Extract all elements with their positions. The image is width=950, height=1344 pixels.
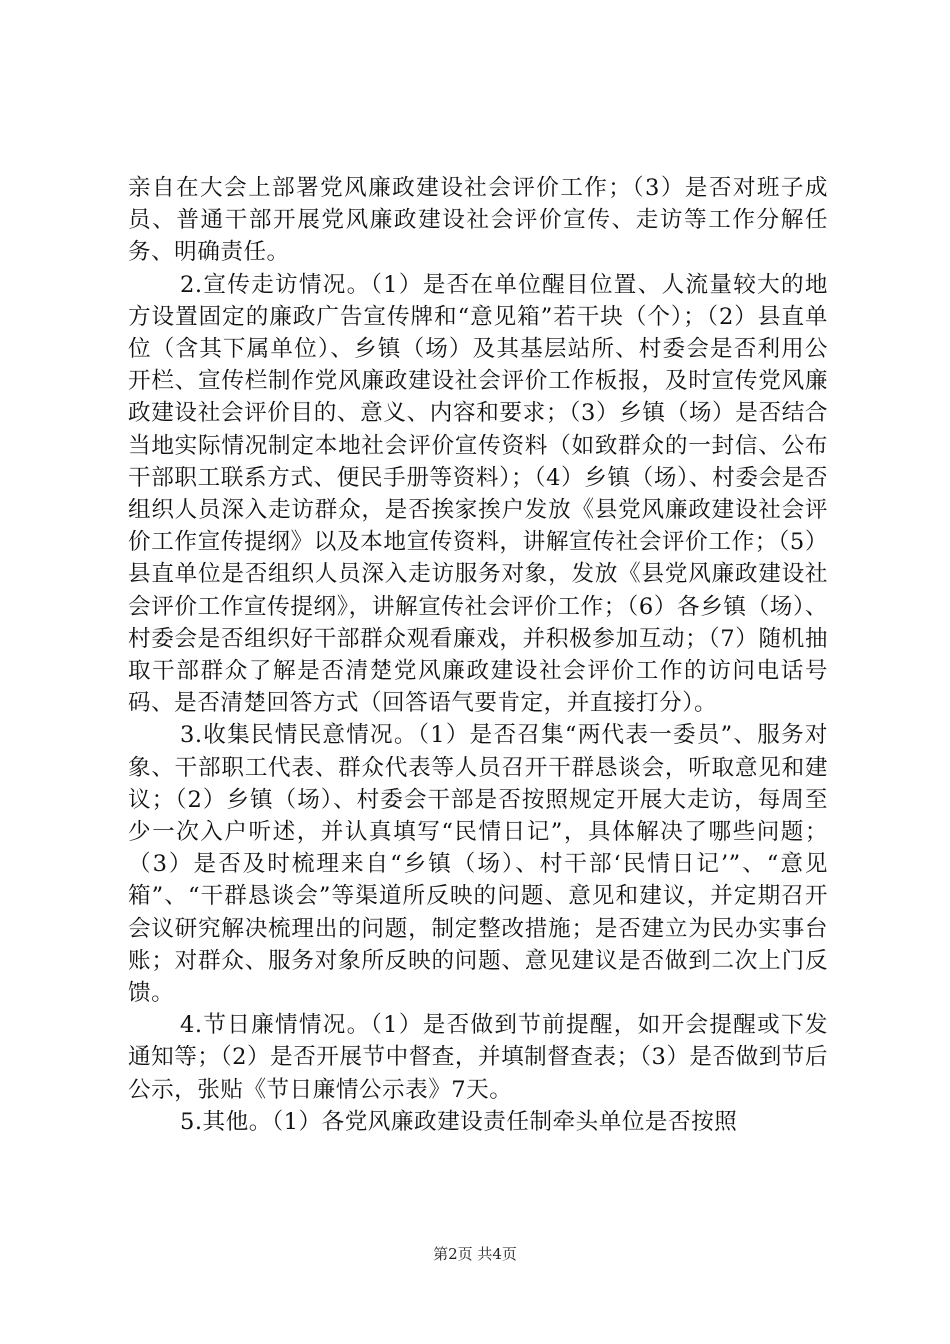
page-footer: 第2页 共4页	[433, 1245, 517, 1263]
paragraph-other: 5.其他。（1）各党风廉政建设责任制牵头单位是否按照	[180, 1108, 738, 1135]
document-body	[128, 172, 828, 1138]
paragraph-publicity-visits: 2.宣传走访情况。（1）是否在单位醒目位置、人流量较大的地方设置固定的廉政广告宣传牌和“意见箱”若干块（个）；（2）县直单位（含其下属单位）、乡镇（场）及其基层站所、村委会是否利用公开栏、宣传栏制作党风廉政建设社会评价工作板报，及时宣传党风廉政建设社会评价目的、意义、内容和要求；（3）乡镇（场）是否结合当地实际情况制定本地社会评价宣传资料（如致群众的一封信、公布干部职工联系方式、便民手册等资料）；（4）乡镇（场）、村委会是否组织人员深入走访群众，是否挨家挨户发放《县党风廉政建设社会评价工作宣传提纲》以及本地宣传资料，讲解宣传社会评价工作；（5）县直单位是否组织人员深入走访服务对象，发放《县党风廉政建设社会评价工作宣传提纲》，讲解宣传社会评价工作；（6）各乡镇（场）、村委会是否组织好干部群众观看廉戏，并积极参加互动；（7）随机抽取干部群众了解是否清楚党风廉政建设社会评价工作的访问电话号码、是否清楚回答方式（回答语气要肯定，并直接打分）。	[128, 271, 828, 717]
paragraph-public-opinion: 3.收集民情民意情况。（1）是否召集“两代表一委员”、服务对象、干部职工代表、群众代表等人员召开干群恳谈会，听取意见和建议；（2）乡镇（场）、村委会干部是否按照规定开展大走访，每周至少一次入户听述，并认真填写“民情日记”，具体解决了哪些问题；（3）是否及时梳理来自“乡镇（场）、村干部‘民情日记’”、“意见箱”、“干群恳谈会”等渠道所反映的问题、意见和建议，并定期召开会议研究解决梳理出的问题，制定整改措施；是否建立为民办实事台账；对群众、服务对象所反映的问题、意见建议是否做到二次上门反馈。	[128, 722, 828, 1007]
paragraph-continuation: 亲自在大会上部署党风廉政建设社会评价工作；（3）是否对班子成员、普通干部开展党风廉政建设社会评价宣传、走访等工作分解任务、明确责任。	[128, 175, 828, 266]
paragraph-holiday-integrity: 4.节日廉情情况。（1）是否做到节前提醒，如开会提醒或下发通知等；（2）是否开展节中督查，并填制督查表；（3）是否做到节后公示，张贴《节日廉情公示表》7天。	[128, 1012, 828, 1103]
